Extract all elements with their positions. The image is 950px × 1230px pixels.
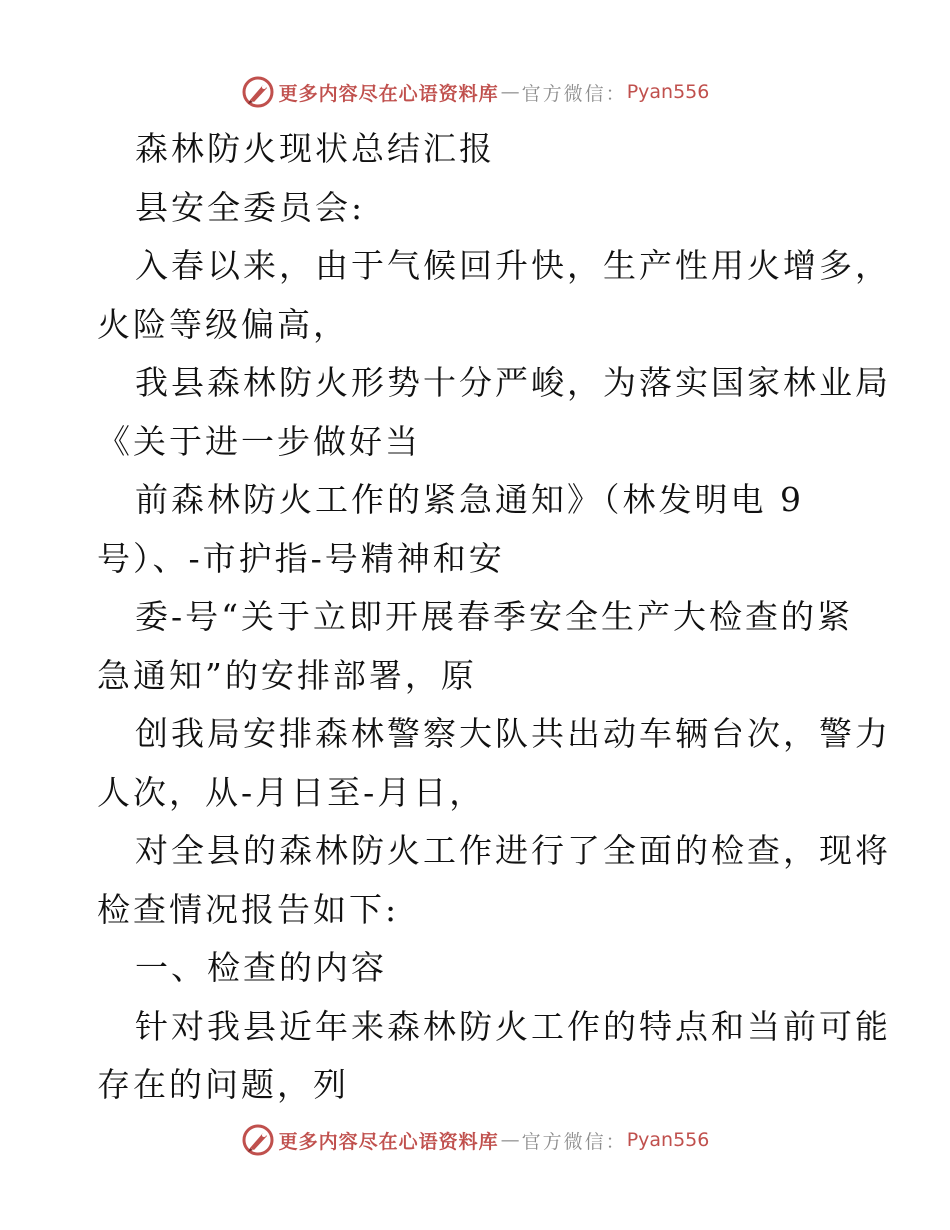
header-watermark-banner xyxy=(0,72,950,112)
document-line xyxy=(97,237,891,296)
banner-wechat-id: Pyan556 xyxy=(626,1129,710,1151)
banner-promo-text: 更多内容尽在心语资料库 xyxy=(278,82,499,105)
document-line xyxy=(97,764,857,823)
document-line xyxy=(97,939,857,998)
document-line-text: 《关于进一步做好当 xyxy=(97,421,421,461)
document-line xyxy=(97,471,857,530)
document-line-text: 火险等级偏高， xyxy=(97,304,349,344)
document-line xyxy=(97,413,857,472)
document-line xyxy=(97,881,857,940)
document-line-text: 创我局安排森林警察大队共出动车辆台次，警力 xyxy=(135,714,891,753)
document-line xyxy=(97,1056,857,1115)
banner-wechat-label: 官方微信： xyxy=(521,1130,627,1153)
document-line-text: 县安全委员会: xyxy=(135,187,366,227)
document-line-text: 入春以来，由于气候回升快，生产性用火增多， xyxy=(135,246,891,285)
document-line-text: 森林防火现状总结汇报 xyxy=(135,129,495,168)
document-line xyxy=(97,998,891,1057)
document-line-text: 前森林防火工作的紧急通知》（林发明电 9 xyxy=(135,480,804,519)
document-line-text: 存在的问题，列 xyxy=(97,1065,349,1104)
document-line-text: 针对我县近年来森林防火工作的特点和当前可能 xyxy=(135,1006,891,1046)
document-line-text: 委-号“关于立即开展春季安全生产大检查的紧 xyxy=(135,597,854,636)
document-line xyxy=(97,179,857,238)
document-line xyxy=(97,588,857,647)
document-line xyxy=(97,705,891,764)
document-line xyxy=(97,647,857,706)
banner-wechat-id: Pyan556 xyxy=(626,81,710,103)
banner-separator: — xyxy=(500,1129,520,1151)
document-body xyxy=(97,120,891,1115)
footer-watermark-banner xyxy=(0,1120,950,1160)
document-line-text: 检查情况报告如下: xyxy=(97,889,400,929)
document-line-text: 对全县的森林防火工作进行了全面的检查，现将 xyxy=(135,831,891,870)
banner-wechat-label: 官方微信： xyxy=(521,82,627,105)
pen-logo-icon xyxy=(241,1123,275,1157)
document-line xyxy=(97,822,891,881)
banner-separator: — xyxy=(500,81,520,103)
pen-logo-icon xyxy=(241,75,275,109)
document-line xyxy=(97,296,857,355)
document-line-text: 人次，从-月日至-月日， xyxy=(97,772,486,812)
document-line-text: 我县森林防火形势十分严峻，为落实国家林业局 xyxy=(135,363,891,402)
banner-promo-text: 更多内容尽在心语资料库 xyxy=(278,1130,499,1153)
document-line xyxy=(97,354,891,413)
document-line-text: 急通知”的安排部署，原 xyxy=(97,655,477,695)
document-line-text: 号）、-市护指-号精神和安 xyxy=(97,538,505,578)
document-line-text: 一、检查的内容 xyxy=(135,948,387,987)
document-line xyxy=(97,120,857,179)
document-line xyxy=(97,530,857,589)
